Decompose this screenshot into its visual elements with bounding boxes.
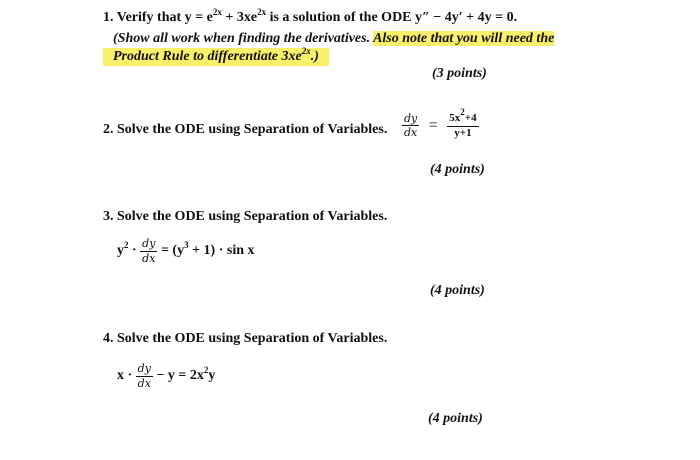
q2-lhs-den: dx	[404, 126, 418, 140]
q2-points: (4 points)	[430, 162, 485, 177]
q4-eq-rhs-b: y	[208, 368, 216, 384]
q3-equation	[117, 238, 255, 264]
q4-eq-rhs-exp: 2	[203, 365, 209, 376]
q3-eq-y: y	[117, 243, 124, 259]
q4-fraction	[136, 363, 153, 389]
q3-eq-rhs-b: + 1) · sin x	[188, 243, 255, 259]
q3-points: (4 points)	[430, 283, 485, 298]
q2-rhs-num-base: 5x	[449, 112, 461, 124]
q1-line2-highlight: Also note that you will need the	[373, 31, 555, 46]
q4-points: (4 points)	[428, 411, 483, 426]
q3-eq-rhs-a: = (y	[157, 243, 185, 259]
q2-equation	[402, 107, 479, 140]
q4-eq-rhs	[152, 365, 216, 384]
q2-rhs-den: y+1	[454, 126, 472, 139]
q1-line1-suffix: is a solution of the ODE y″ − 4y′ + 4y = 0.	[266, 10, 518, 25]
q4-frac-den: dx	[137, 376, 151, 390]
q3-fraction	[140, 238, 157, 264]
q3-frac-den: dx	[142, 251, 156, 265]
q4-eq-x: x ·	[117, 368, 136, 384]
q1-line3-prefix: Product Rule to differentiate 3xe	[113, 49, 302, 64]
q1-exp2: 2x	[257, 7, 267, 17]
q1-line1	[103, 7, 518, 26]
q2-text: 2. Solve the ODE using Separation of Variables.	[103, 122, 388, 137]
q1-exp1: 2x	[212, 7, 222, 17]
q1-line1-prefix: 1. Verify that y = e	[103, 10, 213, 25]
q2-equals: =	[428, 116, 438, 134]
q1-points: (3 points)	[432, 66, 487, 81]
q1-line3-suffix: .)	[310, 49, 319, 64]
q3-eq-dot: ·	[128, 243, 141, 259]
q2-rhs-num-exp: 2	[460, 107, 465, 117]
q1-line3-exp: 2x	[301, 46, 311, 56]
q2-rhs-fraction	[447, 107, 478, 139]
q4-eq-rhs-a: − y = 2x	[152, 368, 204, 384]
q2-lhs-fraction	[402, 113, 419, 139]
q4-frac-num: dy	[137, 362, 151, 375]
q3-eq-rhs	[157, 240, 255, 259]
q1-line2	[113, 31, 554, 47]
q3-frac-num: dy	[142, 237, 156, 250]
q2-rhs-num-tail: +4	[464, 112, 477, 124]
q4-text: 4. Solve the ODE using Separation of Variables.	[103, 331, 388, 346]
q3-eq-rhs-exp: 3	[184, 240, 189, 251]
q1-line2-plain: (Show all work when finding the derivatives.	[113, 31, 374, 46]
q3-eq-lhs	[117, 240, 141, 259]
q2-lhs-num: dy	[404, 111, 418, 125]
q4-equation	[117, 363, 215, 389]
q2-rhs-num	[447, 107, 478, 127]
q1-line1-mid: + 3xe	[221, 10, 258, 25]
q3-eq-y-exp: 2	[124, 240, 129, 251]
q1-line3	[103, 48, 329, 66]
q3-text: 3. Solve the ODE using Separation of Variables.	[103, 209, 388, 224]
